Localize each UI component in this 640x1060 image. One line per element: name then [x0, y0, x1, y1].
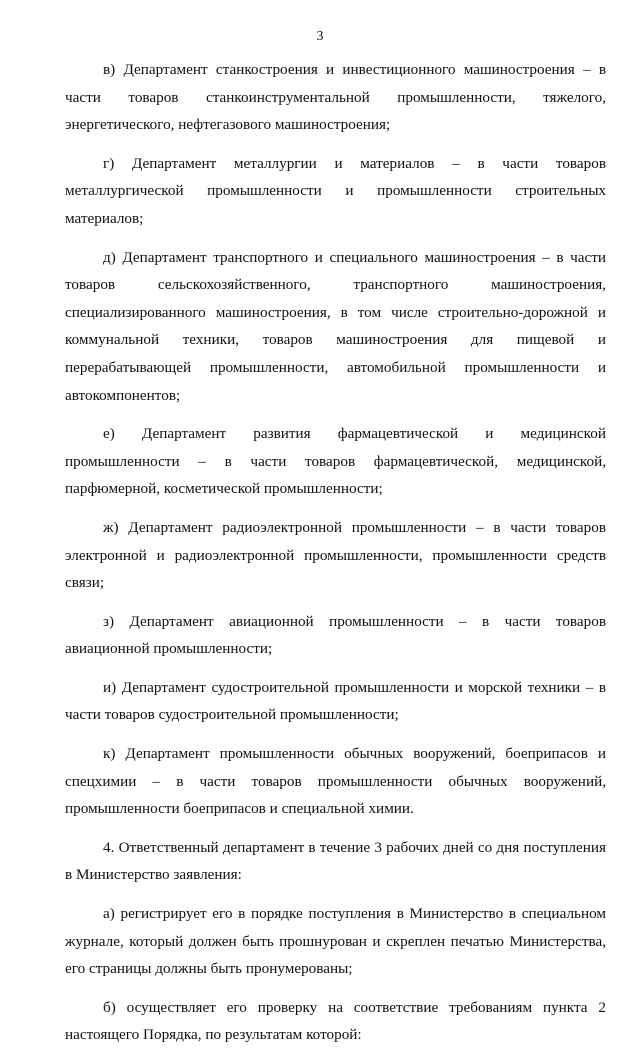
paragraph-d: д) Департамент транспортного и специального машиностроения – в части товаров сельскохозяйственного, транспортного машиностроения, специализированного машиностроения, в том числе строительно-дорожной и коммунальной техники, товаров машиностроения для пищевой и перерабатывающей промышленности, автомобильной промышленности и автокомпонентов; — [65, 248, 606, 404]
paragraph-4: 4. Ответственный департамент в течение 3 рабочих дней со дня поступления в Министерство заявления: — [65, 838, 606, 884]
paragraph-z: з) Департамент авиационной промышленности – в части товаров авиационной промышленности; — [65, 612, 606, 658]
paragraph-k: к) Департамент промышленности обычных вооружений, боеприпасов и спецхимии – в части товаров промышленности обычных вооружений, промышленности боеприпасов и специальной химии. — [65, 745, 606, 818]
paragraph-a: а) регистрирует его в порядке поступления в Министерство в специальном журнале, который должен быть прошнурован и скреплен печатью Министерства, его страницы должны быть пронумерованы; — [65, 905, 606, 978]
document-body — [65, 56, 606, 1060]
paragraph-i: и) Департамент судостроительной промышленности и морской техники – в части товаров судостроительной промышленности; — [65, 678, 606, 724]
paragraph-b: б) осуществляет его проверку на соответствие требованиям пункта 2 настоящего Порядка, по результатам которой: — [65, 998, 606, 1044]
paragraph-e: е) Департамент развития фармацевтической и медицинской промышленности – в части товаров фармацевтической, медицинской, парфюмерной, косметической промышленности; — [65, 425, 606, 498]
paragraph-v: в) Департамент станкостроения и инвестиционного машиностроения – в части товаров станкоинструментальной промышленности, тяжелого, энергетического, нефтегазового машиностроения; — [65, 61, 606, 134]
paragraph-zh: ж) Департамент радиоэлектронной промышленности – в части товаров электронной и радиоэлектронной промышленности, промышленности средств связи; — [65, 518, 606, 592]
page-number: 3 — [316, 29, 324, 44]
paragraph-g: г) Департамент металлургии и материалов – в части товаров металлургической промышленности и промышленности строительных материалов; — [65, 154, 606, 227]
